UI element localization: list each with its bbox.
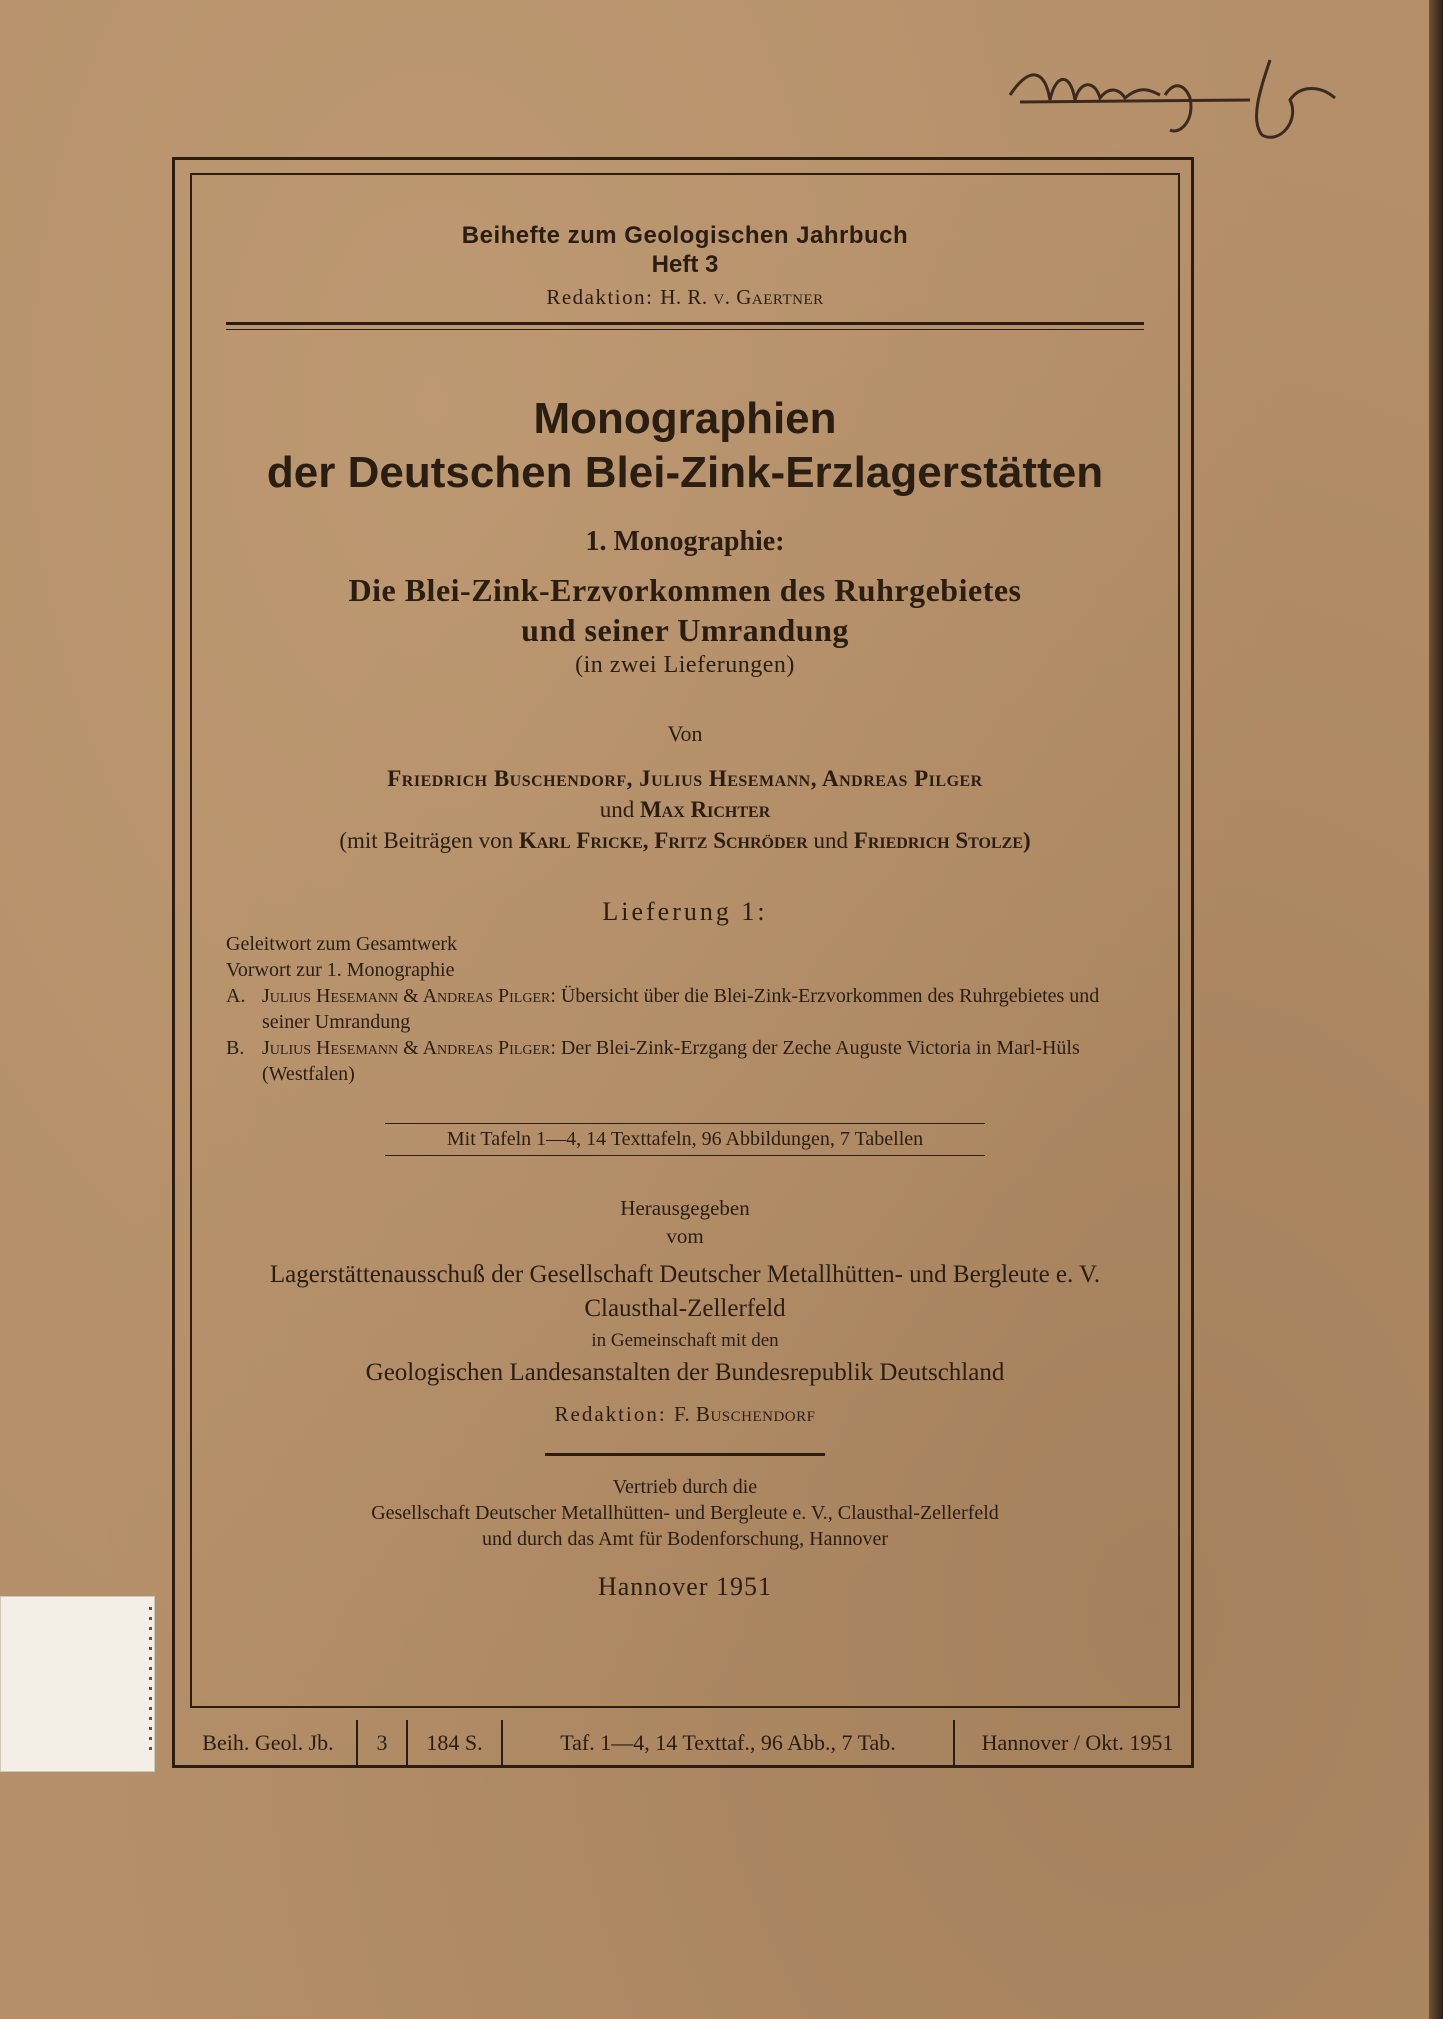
item-body: [262, 1035, 1144, 1087]
distribution-line1: Vertrieb durch die: [612, 1476, 758, 1498]
item-text: Vorwort zur 1. Monographie: [226, 959, 455, 981]
list-item: [226, 1035, 1144, 1087]
delivery-title: Lieferung 1:: [602, 897, 768, 926]
handwritten-note: [1000, 40, 1360, 150]
monograph-subtitle: (in zwei Lieferungen): [575, 652, 795, 678]
catalog-plates: Taf. 1—4, 14 Texttaf., 96 Abb., 7 Tab.: [503, 1720, 955, 1766]
divider-rule: [226, 322, 1144, 330]
title-page: [190, 173, 1180, 1708]
publisher-org: Lagerstättenausschuß der Gesellschaft Deutscher Metallhütten- und Bergleute e. V.: [269, 1261, 1101, 1288]
publisher-org2: Geologischen Landesanstalten der Bundesrepublik Deutschland: [365, 1359, 1005, 1386]
contrib-and: und: [813, 828, 849, 853]
list-item: [226, 931, 1144, 957]
editor-name: F. Buschendorf: [673, 1402, 816, 1426]
library-label: [0, 1596, 155, 1772]
item-authors: Julius Hesemann & Andreas Pilger:: [262, 985, 556, 1007]
page-edge: [1429, 0, 1443, 2019]
item-text: Geleitwort zum Gesamtwerk: [226, 933, 458, 955]
item-body: [262, 983, 1144, 1035]
series-heft: Heft 3: [651, 251, 719, 278]
monograph-label: 1. Monographie:: [585, 526, 785, 557]
item-text: Übersicht über die Blei-Zink-Erzvorkommen des Ruhrgebietes und seiner Umrandung: [262, 985, 1100, 1033]
item-text: Der Blei-Zink-Erzgang der Zeche Auguste Victoria in Marl-Hüls (Westfalen): [262, 1037, 1080, 1085]
distribution-line2: Gesellschaft Deutscher Metallhütten- und Bergleute e. V., Clausthal-Zellerfeld: [371, 1502, 999, 1524]
list-item: [226, 983, 1144, 1035]
catalog-place-date: Hannover / Okt. 1951: [981, 1730, 1174, 1755]
item-mark: A.: [226, 985, 246, 1007]
catalog-strip: [180, 1720, 1200, 1766]
monograph-title-line2: und seiner Umrandung: [521, 612, 849, 648]
series-title: Beihefte zum Geologischen Jahrbuch: [461, 222, 909, 249]
editor-line-bottom: [190, 1402, 1180, 1427]
catalog-heft: 3: [358, 1720, 408, 1766]
contrib-prefix: (mit Beiträgen von: [339, 828, 514, 853]
item-authors: Julius Hesemann & Andreas Pilger:: [262, 1037, 556, 1059]
catalog-series: Beih. Geol. Jb.: [180, 1720, 358, 1766]
editor-name: H. R. v. Gaertner: [660, 285, 824, 309]
item-mark: B.: [226, 1037, 245, 1059]
and-word: und: [599, 797, 635, 822]
label-perforation: [149, 1607, 152, 1757]
by-label: Von: [667, 721, 703, 746]
main-title-line2: der Deutschen Blei-Zink-Erzlagerstätten: [266, 448, 1104, 497]
monograph-title-line1: Die Blei-Zink-Erzvorkommen des Ruhrgebietes: [348, 572, 1022, 608]
authors-line2: [190, 795, 1180, 825]
distribution-line3: und durch das Amt für Bodenforschung, Hannover: [481, 1528, 889, 1550]
authors-line: Friedrich Buschendorf, Julius Hesemann, Andreas Pilger: [387, 766, 983, 791]
contrib-last: Friedrich Stolze): [853, 828, 1031, 853]
editor-line: [190, 285, 1180, 310]
main-title-line1: Monographien: [533, 394, 837, 443]
place-year: Hannover 1951: [597, 1572, 772, 1601]
delivery-contents: [226, 931, 1144, 1087]
publisher-place: Clausthal-Zellerfeld: [584, 1295, 786, 1322]
divider-rule: [545, 1453, 825, 1456]
published-by-vom: vom: [666, 1224, 704, 1248]
editor-label: Redaktion:: [546, 285, 654, 309]
catalog-pages: 184 S.: [408, 1720, 503, 1766]
plates-summary: Mit Tafeln 1—4, 14 Texttafeln, 96 Abbildungen, 7 Tabellen: [385, 1123, 985, 1156]
editor-label: Redaktion:: [554, 1402, 667, 1426]
last-author: Max Richter: [639, 797, 771, 822]
contrib-names: Karl Fricke, Fritz Schröder: [518, 828, 808, 853]
published-by: Herausgegeben: [620, 1196, 750, 1220]
joint-with: in Gemeinschaft mit den: [591, 1330, 779, 1351]
contributors-line: [190, 825, 1180, 857]
list-item: [226, 957, 1144, 983]
